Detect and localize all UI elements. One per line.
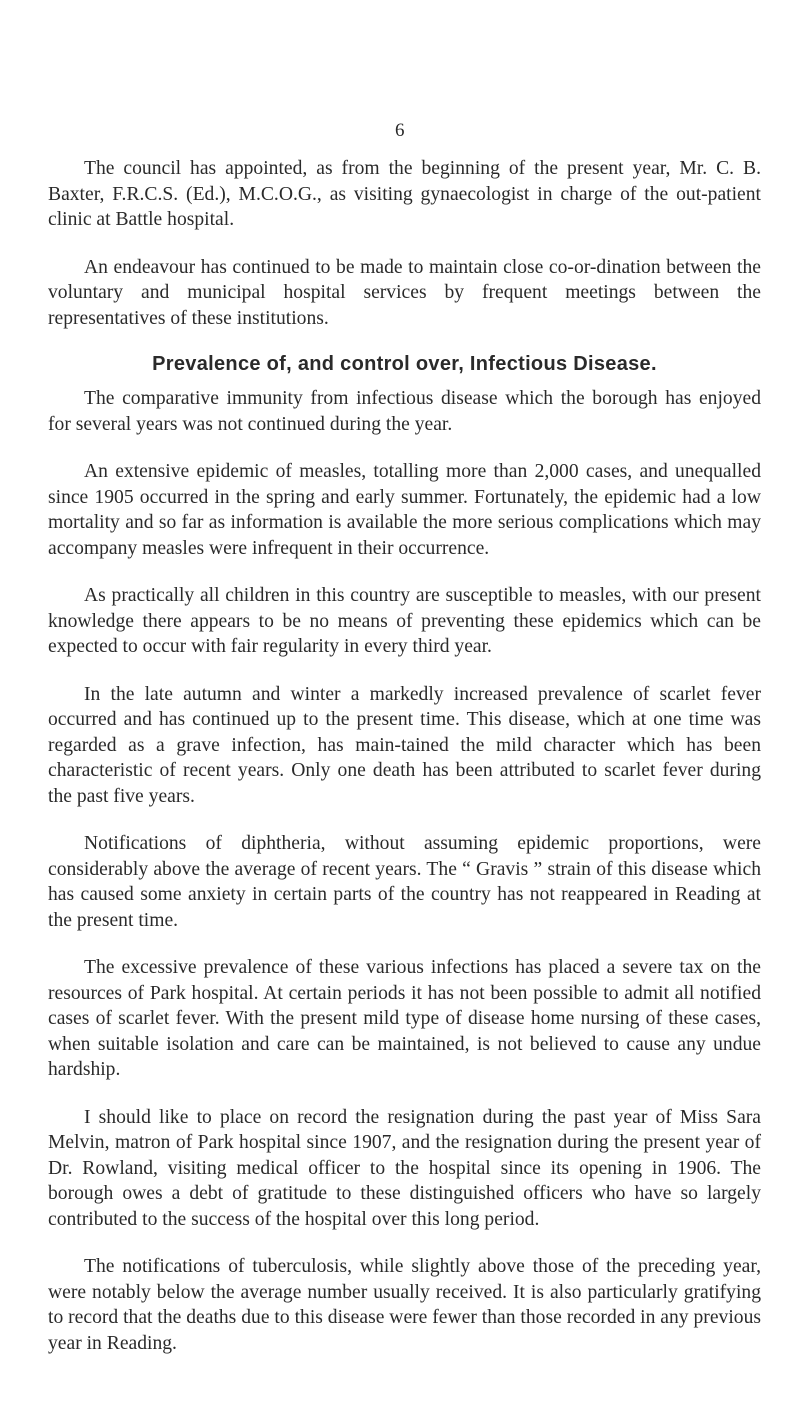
- paragraph-scarlet-fever: In the late autumn and winter a markedly increased prevalence of scarlet fever occurred and has continued up to the present time. This disease, which at one time was regarded as a grave infection, has main-tained the mild character which has been characteristic of recent years. Only one death has been attributed to scarlet fever during the past five years.: [48, 683, 761, 807]
- paragraph-resignations: I should like to place on record the resignation during the past year of Miss Sara Melvin, matron of Park hospital since 1907, and the resignation during the present year of Dr. Rowland, visiting medical officer to the hospital since its opening in 1906. The borough owes a debt of gratitude to these distinguished officers who have so largely contributed to the success of the hospital over this long period.: [48, 1106, 761, 1230]
- section-heading: Prevalence of, and control over, Infectious Disease.: [152, 353, 657, 375]
- document-body: [48, 156, 761, 1378]
- paragraph-park-hospital: The excessive prevalence of these various infections has placed a severe tax on the resources of Park hospital. At certain periods it has not been possible to admit all notified cases of scarlet fever. With the present mild type of disease home nursing of these cases, when suitable isolation and care can be maintained, is not believed to cause any undue hardship.: [48, 957, 761, 1080]
- paragraph-hospital-coordination: An endeavour has continued to be made to maintain close co-or-dination between the voluntary and municipal hospital services by frequent meetings between the representatives of these institutions.: [48, 256, 761, 329]
- paragraph-measles-susceptibility: As practically all children in this country are susceptible to measles, with our present knowledge there appears to be no means of preventing these epidemics which can be expected to occur with fair regularity in every third year.: [48, 585, 761, 657]
- page-number: 6: [395, 120, 405, 141]
- paragraph-gynaecologist-appointment: The council has appointed, as from the beginning of the present year, Mr. C. B. Baxter, F.R.C.S. (Ed.), M.C.O.G., as visiting gynaecologist in charge of the out-patient clinic at Battle hospital.: [48, 158, 761, 230]
- paragraph-tuberculosis: The notifications of tuberculosis, while slightly above those of the preceding year, were notably below the average number usually received. It is also particularly gratifying to record that the deaths due to this disease were fewer than those recorded in any previous year in Reading.: [48, 1256, 761, 1354]
- paragraph-diphtheria: Notifications of diphtheria, without assuming epidemic proportions, were considerably above the average of recent years. The “ Gravis ” strain of this disease which has caused some anxiety in certain parts of the country has not reappeared in Reading at the present time.: [48, 833, 761, 931]
- paragraph-measles-epidemic: An extensive epidemic of measles, totalling more than 2,000 cases, and unequalled since 1905 occurred in the spring and early summer. Fortunately, the epidemic had a low mortality and so far as information is available the more serious complications which may accompany measles were infrequent in their occurrence.: [48, 461, 761, 559]
- paragraph-immunity: The comparative immunity from infectious disease which the borough has enjoyed for several years was not continued during the year.: [48, 388, 761, 435]
